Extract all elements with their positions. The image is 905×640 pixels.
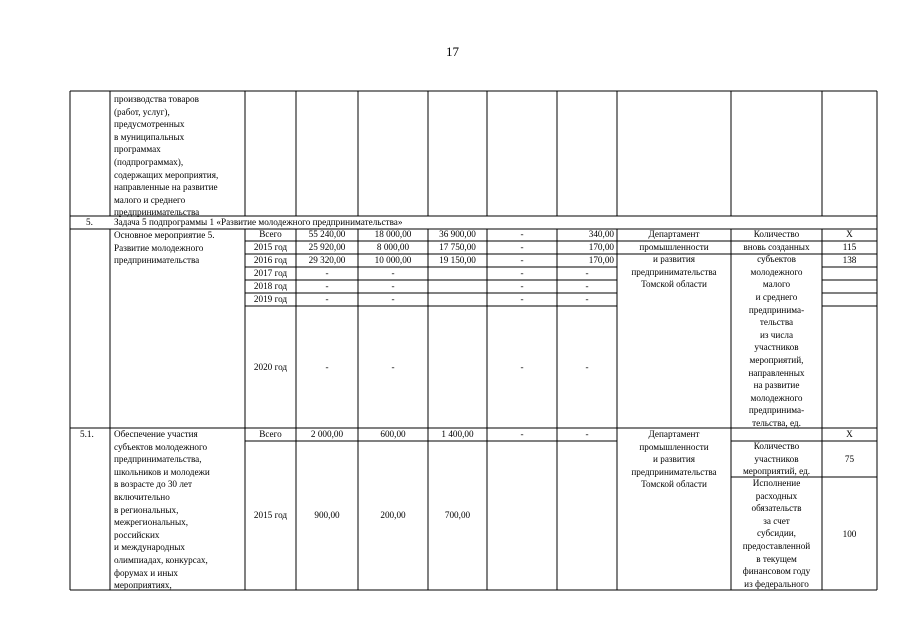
- regional-cell: 700,00: [444, 510, 471, 520]
- measure-51-name: Обеспечение участия субъектов молодежного предпринимательства, школьников и молодежи в возрасте до 30 лет включительно в региональных, межрегиональных, российских и международных олимпиадах, конкурсах, форумах и иных мероприятиях,: [114, 429, 210, 591]
- total-cell: -: [325, 294, 329, 304]
- indicator-participants: Количество участников мероприятий, ед.: [742, 441, 811, 477]
- indicator-value: Х: [846, 429, 853, 439]
- total-cell: 29 320,00: [308, 255, 346, 265]
- extra-cell: -: [585, 429, 589, 439]
- indicator-value: 115: [842, 242, 857, 252]
- federal-cell: -: [391, 281, 395, 291]
- extra-cell: 170,00: [588, 255, 614, 265]
- regional-cell: 19 150,00: [439, 255, 476, 265]
- page-number: 17: [446, 44, 459, 59]
- year-label: Всего: [259, 229, 282, 239]
- total-cell: -: [325, 362, 329, 372]
- local-cell: -: [520, 429, 524, 439]
- total-cell: 900,00: [314, 510, 340, 520]
- year-label: 2016 год: [253, 255, 288, 265]
- total-cell: 55 240,00: [308, 229, 346, 239]
- extra-cell: -: [585, 268, 589, 278]
- federal-cell: 200,00: [380, 510, 406, 520]
- total-cell: -: [325, 268, 329, 278]
- indicator-execution: Исполнение расходных обязательств за счет субсидии, предоставленной в текущем финансовом году из федерального: [742, 478, 811, 589]
- total-cell: 25 920,00: [308, 242, 346, 252]
- extra-cell: -: [585, 294, 589, 304]
- federal-cell: -: [391, 268, 395, 278]
- executor: Департамент промышленности и развития предпринимательства Томской области: [631, 429, 717, 490]
- task-number: 5.: [86, 217, 93, 227]
- year-label: 2020 год: [253, 362, 288, 372]
- extra-cell: -: [585, 281, 589, 291]
- indicator: Количество вновь созданных субъектов молодежного малого и среднего предпринима- тельства из числа участников мероприятий, направленных на развитие молодежного предпринима- тельства, ед.: [743, 229, 810, 428]
- local-cell: -: [520, 229, 524, 239]
- federal-cell: 10 000,00: [374, 255, 412, 265]
- federal-cell: -: [391, 294, 395, 304]
- local-cell: -: [520, 242, 524, 252]
- year-label: 2015 год: [253, 242, 288, 252]
- local-cell: -: [520, 294, 524, 304]
- regional-cell: 1 400,00: [441, 429, 474, 439]
- local-cell: -: [520, 268, 524, 278]
- federal-cell: 600,00: [380, 429, 406, 439]
- year-label: 2018 год: [253, 281, 288, 291]
- indicator-value: 100: [842, 529, 857, 539]
- year-label: 2015 год: [253, 510, 288, 520]
- year-label: 2019 год: [253, 294, 288, 304]
- federal-cell: -: [391, 362, 395, 372]
- executor: Департамент промышленности и развития предпринимательства Томской области: [631, 229, 717, 290]
- indicator-value: 75: [844, 454, 855, 464]
- federal-cell: 8 000,00: [376, 242, 410, 252]
- indicator-value: 138: [842, 255, 857, 265]
- indicator-value: Х: [846, 229, 853, 239]
- extra-cell: 340,00: [588, 229, 614, 239]
- extra-cell: 170,00: [588, 242, 614, 252]
- extra-cell: -: [585, 362, 589, 372]
- local-cell: -: [520, 281, 524, 291]
- cont-text: производства товаров (работ, услуг), предусмотренных в муниципальных программах (подпрограммах), содержащих мероприятия, направленные на развитие малого и среднего предпринимательства: [114, 94, 219, 218]
- regional-cell: 36 900,00: [439, 229, 476, 239]
- local-cell: -: [520, 362, 524, 372]
- measure-51-number: 5.1.: [80, 429, 94, 439]
- local-cell: -: [520, 255, 524, 265]
- task-title: Задача 5 подпрограммы 1 «Развитие молодежного предпринимательства»: [114, 217, 403, 227]
- measure-5-name: Основное мероприятие 5. Развитие молодежного предпринимательства: [114, 230, 215, 266]
- year-label: 2017 год: [253, 268, 288, 278]
- regional-cell: 17 750,00: [439, 242, 476, 252]
- total-cell: 2 000,00: [310, 429, 344, 439]
- federal-cell: 18 000,00: [374, 229, 412, 239]
- year-label: Всего: [259, 429, 282, 439]
- total-cell: -: [325, 281, 329, 291]
